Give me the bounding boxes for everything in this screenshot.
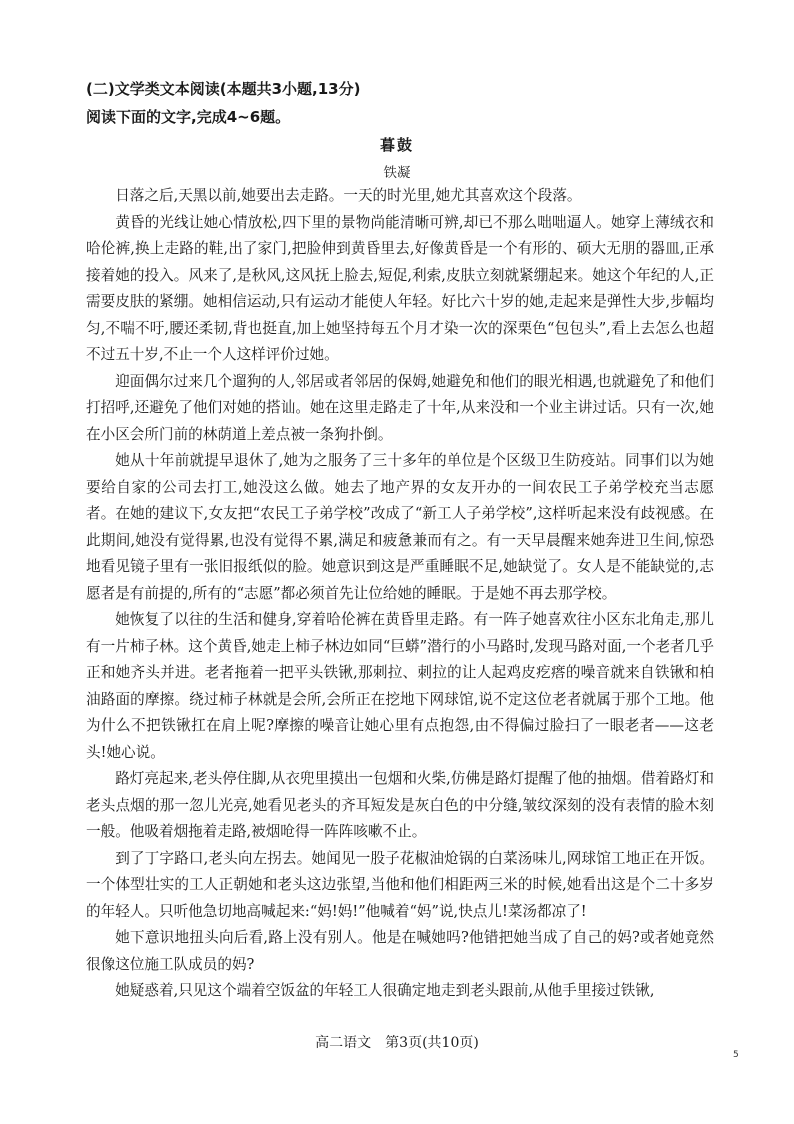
reading-instruction: 阅读下面的文字,完成4~6题。 [86,108,291,126]
paragraph: 她从十年前就提早退休了,她为之服务了三十多年的单位是个区级卫生防疫站。同事们以为她要给自家的公司去打工,她没这么做。她去了地产界的女友开办的一间农民工子弟学校充当志愿者。在她的建议下,女友把“农民工子弟学校”改成了“新工人子弟学校”,这样听起来没有歧视感。在此期间,她没有觉得累,也没有觉得不累,满足和疲惫兼而有之。有一天早晨醒来她奔进卫生间,惊恐地看见镜子里有一张旧报纸似的脸。她意识到这是严重睡眠不足,她缺觉了。女人是不能缺觉的,志愿者是有前提的,所有的“志愿”都必须首先让位给她的睡眠。于是她不再去那学校。 [86,452,714,602]
section-title: (二)文学类文本阅读(本题共3小题,13分) [86,80,361,98]
article-body [86,183,714,1005]
paragraph: 黄昏的光线让她心情放松,四下里的景物尚能清晰可辨,却已不那么咄咄逼人。她穿上薄绒衣和哈伦裤,换上走路的鞋,出了家门,把脸伸到黄昏里去,好像黄昏是一个有形的、硕大无朋的器皿,正承接着她的投入。风来了,是秋风,这风抚上脸去,短促,利索,皮肤立刻就紧绷起来。她这个年纪的人,正需要皮肤的紧绷。她相信运动,只有运动才能使人年轻。好比六十岁的她,走起来是弹性大步,步幅均匀,不喘不吁,腰还柔韧,背也挺直,加上她坚持每五个月才染一次的深栗色“包包头”,看上去怎么也超不过五十岁,不止一个人这样评价过她。 [86,213,714,363]
paragraph: 迎面偶尔过来几个遛狗的人,邻居或者邻居的保姆,她避免和他们的眼光相遇,也就避免了和他们打招呼,还避免了他们对她的搭讪。她在这里走路走了十年,从来没和一个业主讲过话。只有一次,她在小区会所门前的林荫道上差点被一条狗扑倒。 [86,372,714,443]
corner-page-number: 5 [733,1050,739,1060]
paragraph: 到了丁字路口,老头向左拐去。她闻见一股子花椒油炝锅的白菜汤味儿,网球馆工地正在开饭。一个体型壮实的工人正朝她和老头这边张望,当他和他们相距两三米的时候,她看出这是个二十多岁的年轻人。只听他急切地高喊起来:“妈!妈!”他喊着“妈”说,快点儿!菜汤都凉了! [86,849,714,920]
paragraph: 她恢复了以往的生活和健身,穿着哈伦裤在黄昏里走路。有一阵子她喜欢往小区东北角走,那儿有一片柿子林。这个黄昏,她走上柿子林边如同“巨蟒”潜行的小马路时,发现马路对面,一个老者几乎正和她齐头并进。老者拖着一把平头铁锹,那刺拉、刺拉的让人起鸡皮疙瘩的噪音就来自铁锹和柏油路面的摩擦。绕过柿子林就是会所,会所正在挖地下网球馆,说不定这位老者就属于那个工地。他为什么不把铁锹扛在肩上呢?摩擦的噪音让她心里有点抱怨,由不得偏过脸扫了一眼老者——这老头!她心说。 [86,611,714,761]
page-footer: 高二语文 第3页(共10页) [315,1035,479,1051]
paragraph: 她疑惑着,只见这个端着空饭盆的年轻工人很确定地走到老头跟前,从他手里接过铁锹, [115,982,655,999]
paragraph: 日落之后,天黑以前,她要出去走路。一天的时光里,她尤其喜欢这个段落。 [115,187,582,204]
article-title: 暮鼓 [379,136,414,154]
article-author: 铁凝 [383,165,411,181]
paragraph: 她下意识地扭头向后看,路上没有别人。他是在喊她吗?他错把她当成了自己的妈?或者她竟然很像这位施工队成员的妈? [86,929,714,973]
paragraph: 路灯亮起来,老头停住脚,从衣兜里摸出一包烟和火柴,仿佛是路灯提醒了他的抽烟。借着路灯和老头点烟的那一忽儿光亮,她看见老头的齐耳短发是灰白色的中分缝,皱纹深刻的没有表情的脸木刻一般。他吸着烟拖着走路,被烟呛得一阵阵咳嗽不止。 [86,770,714,840]
